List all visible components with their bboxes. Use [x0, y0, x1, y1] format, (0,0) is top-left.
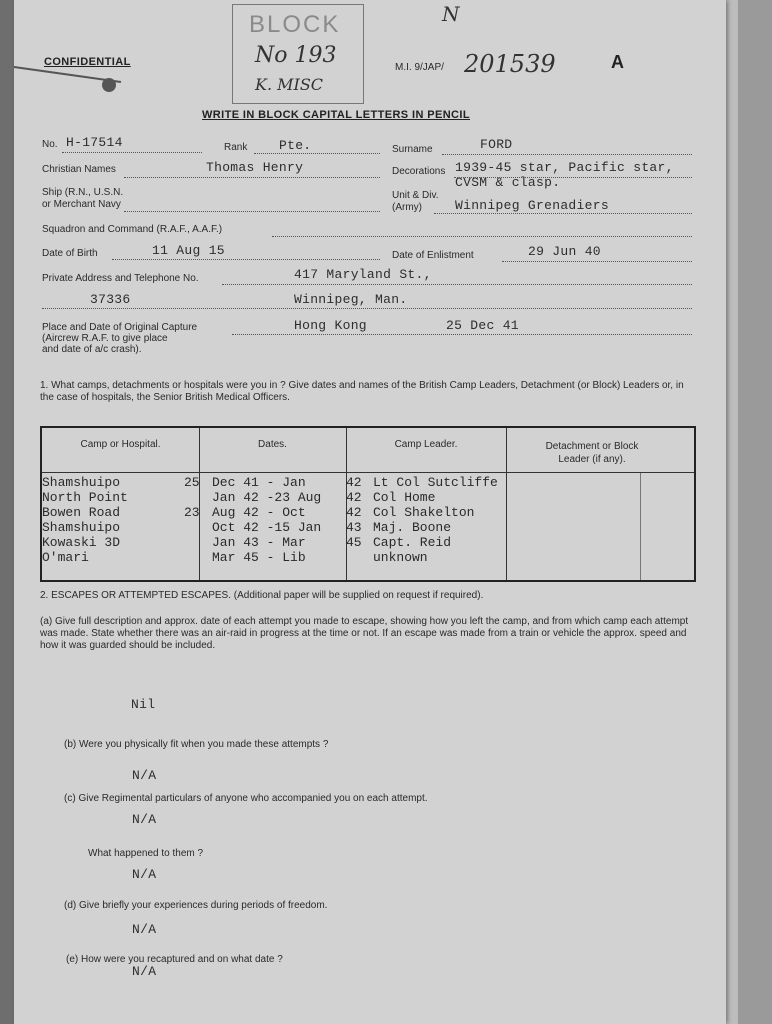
answer-2c: N/A	[132, 812, 157, 827]
unit-label-2: (Army)	[392, 202, 422, 213]
cell-leader: Lt Col Sutcliffe	[373, 475, 498, 490]
form-page	[14, 0, 726, 1024]
squadron-label: Squadron and Command (R.A.F., A.A.F.)	[42, 224, 223, 235]
surname-value: FORD	[480, 137, 513, 152]
cell-leader: Maj. Boone	[373, 520, 452, 535]
question-2e: (e) How were you recaptured and on what date ?	[66, 954, 283, 965]
address-label: Private Address and Telephone No.	[42, 273, 199, 284]
ref-number: 201539	[464, 50, 556, 78]
question-2b: (b) Were you physically fit when you made these attempts ?	[64, 739, 329, 750]
decorations-value-1: 1939-45 star, Pacific star,	[455, 160, 674, 175]
block-stamp	[232, 4, 364, 104]
enlistment-value: 29 Jun 40	[528, 244, 601, 259]
cell-leader: Capt. Reid	[373, 535, 452, 550]
question-2a: (a) Give full description and approx. date of each attempt you made to escape, showing how you left the camp, and from which camp each attempt was made. State whether there was an air-raid in progress at the time or not. If an escape was made from a train or vehicle the approx. speed and how it was guarded should be included.	[40, 616, 689, 651]
section-2-title: 2. ESCAPES OR ATTEMPTED ESCAPES. (Additional paper will be supplied on request if required).	[40, 590, 484, 601]
answer-2b: N/A	[132, 768, 157, 783]
capture-date: 25 Dec 41	[446, 318, 519, 333]
question-2d: (d) Give briefly your experiences during periods of freedom.	[64, 900, 328, 911]
capture-label-3: and date of a/c crash).	[42, 344, 142, 355]
cell-dates: Dec 41 - Jan	[212, 475, 306, 490]
underlying-page-edge	[738, 0, 772, 1024]
cell-year: 45	[346, 535, 362, 550]
answer-2e: N/A	[132, 964, 157, 979]
answer-2c-followup: N/A	[132, 867, 157, 882]
cell-dates: Oct 42 -15 Jan	[212, 520, 322, 535]
cell-dates: Jan 43 - Mar	[212, 535, 306, 550]
camps-table	[40, 426, 696, 582]
corner-mark: N	[442, 2, 460, 26]
dob-label: Date of Birth	[42, 248, 98, 259]
form-instruction: WRITE IN BLOCK CAPITAL LETTERS IN PENCIL	[202, 109, 470, 121]
capture-place: Hong Kong	[294, 318, 367, 333]
header-detachment-leader: Detachment or Block Leader (if any).	[545, 441, 639, 465]
capture-label-2: (Aircrew R.A.F. to give place	[42, 333, 168, 344]
cell-camp: Bowen Road	[42, 505, 121, 520]
cell-camp: North Point	[42, 490, 128, 505]
address-value-2: Winnipeg, Man.	[294, 292, 408, 307]
stamp-misc: K. MISC	[255, 75, 324, 94]
capture-label-1: Place and Date of Original Capture	[42, 322, 198, 333]
cell-year: 42	[346, 475, 362, 490]
christian-names-value: Thomas Henry	[206, 160, 304, 175]
decorations-value-2: CVSM & clasp.	[455, 175, 561, 190]
cell-leader: unknown	[373, 550, 428, 565]
cell-dates: Jan 42 -23 Aug	[212, 490, 322, 505]
header-camp: Camp or Hospital.	[80, 439, 161, 450]
address-telephone: 37336	[90, 292, 131, 307]
dob-value: 11 Aug 15	[152, 243, 225, 258]
cell-camp: O'mari	[42, 550, 89, 565]
header-dates: Dates.	[258, 439, 287, 450]
cell-year: 43	[346, 520, 362, 535]
unit-label-1: Unit & Div.	[392, 190, 439, 201]
address-value-1: 417 Maryland St.,	[294, 267, 432, 282]
stamp-title: BLOCK	[249, 11, 341, 38]
cell-camp: Shamshuipo	[42, 520, 121, 535]
decorations-label: Decorations	[392, 166, 446, 177]
ref-label: M.I. 9/JAP/	[395, 62, 444, 73]
question-1: 1. What camps, detachments or hospitals were you in ? Give dates and names of the British Camp Leaders, Detachment (or Block) Leaders or, in the case of hospitals, the Senior British Medical Officers.	[40, 380, 684, 403]
cell-camp: Shamshuipo	[42, 475, 121, 490]
cell-dates: Aug 42 - Oct	[212, 505, 306, 520]
ship-label-2: or Merchant Navy	[42, 199, 121, 210]
ref-suffix: A	[611, 52, 624, 72]
enlistment-label: Date of Enlistment	[392, 250, 474, 261]
ship-label-1: Ship (R.N., U.S.N.	[42, 187, 124, 198]
tag-knot	[102, 78, 116, 92]
cell-camp: Kowaski 3D	[42, 535, 121, 550]
answer-2a: Nil	[131, 697, 156, 712]
cell-day: 23	[184, 505, 200, 520]
cell-dates: Mar 45 - Lib	[212, 550, 306, 565]
no-label: No.	[42, 139, 58, 150]
surname-label: Surname	[392, 144, 433, 155]
christian-names-label: Christian Names	[42, 164, 116, 175]
question-2c-followup: What happened to them ?	[88, 848, 204, 859]
answer-2d: N/A	[132, 922, 157, 937]
no-value: H-17514	[66, 135, 123, 150]
cell-leader: Col Shakelton	[373, 505, 475, 520]
cell-leader: Col Home	[373, 490, 436, 505]
rank-label: Rank	[224, 142, 248, 153]
unit-value: Winnipeg Grenadiers	[455, 198, 609, 213]
header-camp-leader: Camp Leader.	[394, 439, 458, 450]
question-2c: (c) Give Regimental particulars of anyone who accompanied you on each attempt.	[64, 793, 428, 804]
confidential-label: CONFIDENTIAL	[44, 56, 131, 68]
stamp-number: No 193	[255, 43, 337, 68]
cell-year: 42	[346, 505, 362, 520]
rank-value: Pte.	[279, 138, 312, 153]
cell-day: 25	[184, 475, 200, 490]
cell-year: 42	[346, 490, 362, 505]
